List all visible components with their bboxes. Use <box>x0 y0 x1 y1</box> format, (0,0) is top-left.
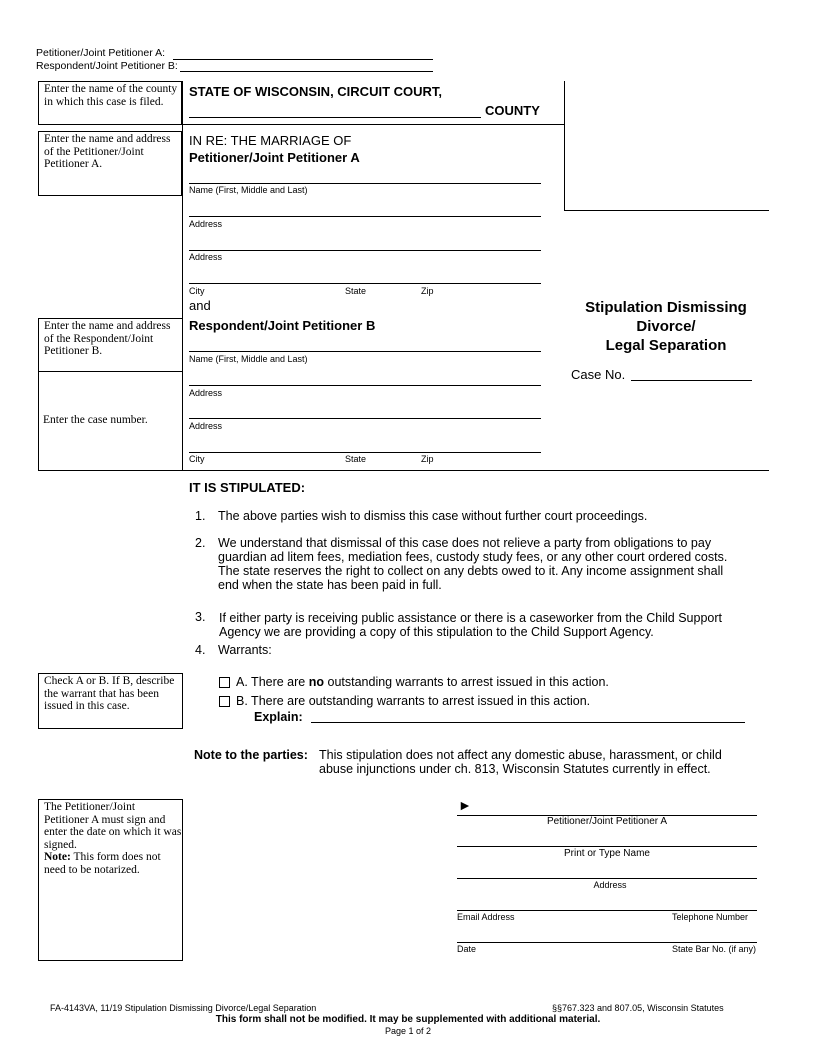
county-name-line[interactable] <box>189 117 481 118</box>
date-label: Date <box>457 944 477 954</box>
party-a-address1-label: Address <box>189 219 223 229</box>
instruction-box-signature <box>38 799 183 961</box>
item-2-line2: guardian ad litem fees, mediation fees, custody study fees, or any other court ordered costs. <box>218 550 728 564</box>
print-name-label: Print or Type Name <box>564 848 650 859</box>
instruction-box-petitioner: Enter the name and address of the Petitioner/Joint Petitioner A. <box>38 131 182 196</box>
footer-warning: This form shall not be modified. It may be supplemented with additional material. <box>215 1014 601 1025</box>
petitioner-header-label: Petitioner/Joint Petitioner A: <box>36 47 165 59</box>
item-2-text <box>218 536 727 592</box>
date-bar-line[interactable] <box>457 942 757 943</box>
signer-label: Petitioner/Joint Petitioner A <box>546 816 668 827</box>
and-label: and <box>189 298 211 313</box>
party-a-address2-line[interactable] <box>189 250 541 251</box>
party-b-address2-line[interactable] <box>189 418 541 419</box>
party-b-name-line[interactable] <box>189 351 541 352</box>
note-line1: This stipulation does not affect any domestic abuse, harassment, or child <box>319 748 722 762</box>
county-label: COUNTY <box>485 103 540 118</box>
case-no-line[interactable] <box>631 380 752 381</box>
court-header-bottom-line <box>182 124 564 125</box>
footer-page-number: Page 1 of 2 <box>384 1026 432 1036</box>
party-a-zip-label: Zip <box>421 286 434 296</box>
instruction-box-respondent-case <box>38 318 183 471</box>
party-b-zip-label: Zip <box>421 454 434 464</box>
footer-statutes: §§767.323 and 807.05, Wisconsin Statutes <box>552 1003 724 1013</box>
party-b-address1-label: Address <box>189 388 223 398</box>
item-2-number: 2. <box>195 536 206 550</box>
print-name-line[interactable] <box>457 846 757 847</box>
case-no-label: Case No. <box>571 367 626 382</box>
party-a-title: Petitioner/Joint Petitioner A <box>189 150 360 165</box>
sig-address-label: Address <box>593 880 627 890</box>
item-4-text: Warrants: <box>218 643 272 657</box>
stipulated-heading: IT IS STIPULATED: <box>189 480 306 495</box>
footer-form-id: FA-4143VA, 11/19 Stipulation Dismissing Divorce/Legal Separation <box>50 1003 317 1013</box>
sign-note-text: This form does not need to be notarized. <box>44 851 161 876</box>
item-1-number: 1. <box>195 509 206 523</box>
party-b-title: Respondent/Joint Petitioner B <box>189 318 376 333</box>
item-3-line2: Agency we are providing a copy of this stipulation to the Child Support Agency. <box>219 625 654 639</box>
sig-address-line[interactable] <box>457 878 757 879</box>
instruction-divider <box>38 371 183 372</box>
form-title-line2: Divorce/ <box>636 318 696 335</box>
respondent-header-label: Respondent/Joint Petitioner B: <box>36 60 178 72</box>
party-b-address1-line[interactable] <box>189 385 541 386</box>
party-b-state-label: State <box>345 454 367 464</box>
sign-main-text: The Petitioner/Joint Petitioner A must sign and enter the date on which it was signed. <box>44 801 182 851</box>
party-b-city-line[interactable] <box>189 452 541 453</box>
party-b-name-label: Name (First, Middle and Last) <box>189 354 308 364</box>
option-a-post: outstanding warrants to arrest issued in this action. <box>324 675 609 689</box>
party-b-city-label: City <box>189 454 205 464</box>
state-court-heading: STATE OF WISCONSIN, CIRCUIT COURT, <box>189 84 443 99</box>
instruction-box-warrants: Check A or B. If B, describe the warrant that has been issued in this case. <box>38 673 183 729</box>
email-label: Email Address <box>457 912 515 922</box>
party-a-address1-line[interactable] <box>189 216 541 217</box>
bar-number-label: State Bar No. (if any) <box>672 944 757 954</box>
signature-arrow-icon: ► <box>458 797 472 813</box>
party-a-address2-label: Address <box>189 252 223 262</box>
warrants-option-b-checkbox[interactable] <box>219 696 230 707</box>
party-a-city-line[interactable] <box>189 283 541 284</box>
in-re-heading: IN RE: THE MARRIAGE OF <box>189 133 352 148</box>
caption-right-border <box>564 81 565 210</box>
note-label: Note to the parties: <box>194 748 308 762</box>
respondent-header-line[interactable] <box>180 71 433 72</box>
item-3-line1: If either party is receiving public assistance or there is a caseworker from the Child Support <box>219 611 723 625</box>
option-a-bold: no <box>308 675 325 689</box>
form-title-line1: Stipulation Dismissing <box>585 299 747 316</box>
phone-label: Telephone Number <box>672 912 749 922</box>
instruction-box-county: Enter the name of the county in which this case is filed. <box>38 81 182 125</box>
explain-label: Explain: <box>254 710 303 724</box>
form-title-line3: Legal Separation <box>605 337 727 354</box>
item-2-line3: The state reserves the right to collect on any debts owed to it. Any income assignment shall <box>218 564 724 578</box>
item-3-number: 3. <box>195 610 206 624</box>
party-a-city-label: City <box>189 286 205 296</box>
title-box-top-line <box>564 210 769 211</box>
caption-bottom-line <box>38 470 769 471</box>
item-4-number: 4. <box>195 643 206 657</box>
sign-note-label: Note: <box>44 851 71 863</box>
form-title <box>566 298 766 355</box>
instruction-case-number: Enter the case number. <box>43 414 148 426</box>
caption-left-border <box>182 81 183 471</box>
instruction-respondent-text: Enter the name and address of the Respondent/Joint Petitioner B. <box>44 320 171 357</box>
note-text <box>319 748 722 776</box>
option-a-pre: A. There are <box>236 675 309 689</box>
item-1-text: The above parties wish to dismiss this case without further court proceedings. <box>218 509 648 523</box>
party-b-address2-label: Address <box>189 421 223 431</box>
warrants-option-a-checkbox[interactable] <box>219 677 230 688</box>
email-phone-line[interactable] <box>457 910 757 911</box>
warrants-option-b-label: B. There are outstanding warrants to arrest issued in this action. <box>236 694 591 708</box>
item-2-line4: end when the state has been paid in full. <box>218 578 442 592</box>
item-3-text <box>219 611 722 639</box>
item-2-line1: We understand that dismissal of this case does not relieve a party from obligations to pay <box>218 536 712 550</box>
party-a-state-label: State <box>345 286 367 296</box>
explain-line[interactable] <box>311 722 745 723</box>
warrants-option-a-label <box>236 675 609 689</box>
party-a-name-line[interactable] <box>189 183 541 184</box>
party-a-name-label: Name (First, Middle and Last) <box>189 185 308 195</box>
petitioner-header-line[interactable] <box>173 59 433 60</box>
note-line2: abuse injunctions under ch. 813, Wisconsin Statutes currently in effect. <box>319 762 711 776</box>
